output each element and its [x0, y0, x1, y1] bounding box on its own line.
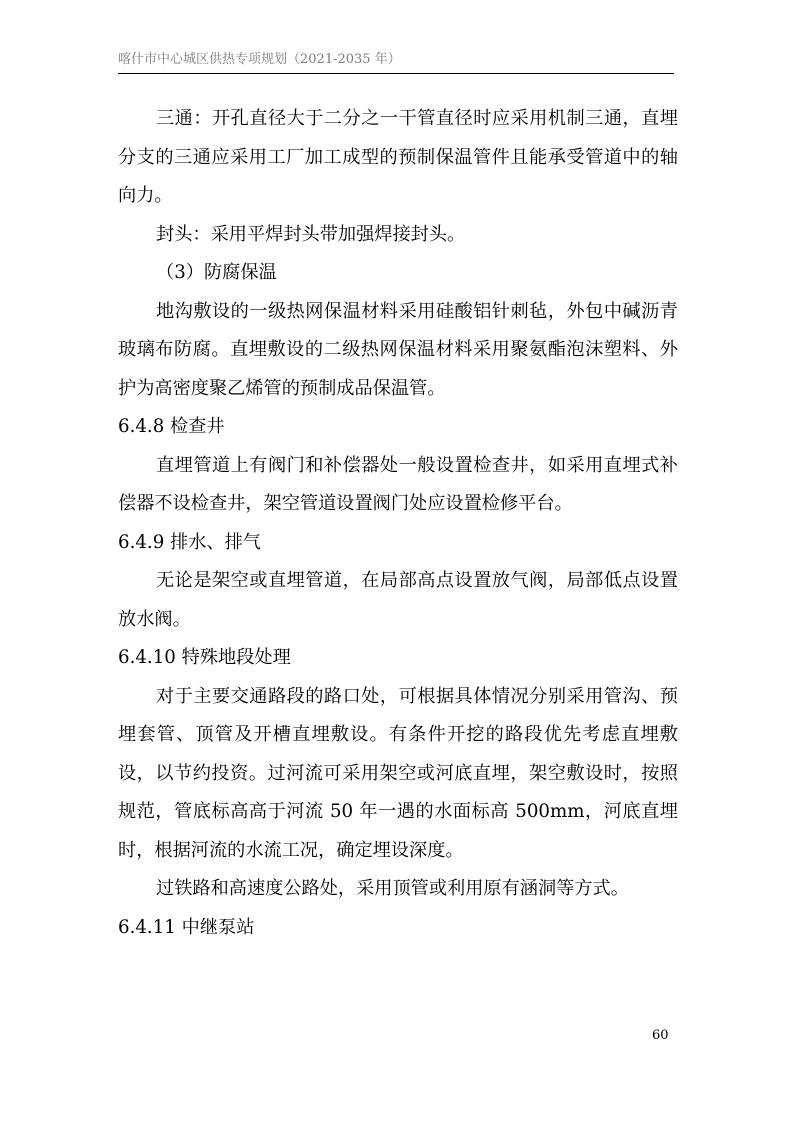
paragraph-railway-highway: 过铁路和高速度公路处，采用顶管或利用原有涵洞等方式。 [156, 878, 629, 899]
paragraph-drain-vent: 无论是架空或直埋管道，在局部高点设置放气阀，局部低点设置放水阀。 [118, 570, 678, 630]
section-heading-648: 6.4.8 检查井 [118, 416, 225, 437]
document-body [118, 100, 678, 947]
subheading-anticorrosion: （3）防腐保温 [156, 262, 277, 283]
page-header-title: 喀什市中心城区供热专项规划（2021-2035 年） [118, 52, 401, 67]
paragraph-end-cap: 封头：采用平焊封头带加强焊接封头。 [156, 223, 466, 245]
page-number: 60 [652, 1028, 669, 1043]
header-divider [118, 73, 674, 74]
paragraph-inspection-well: 直埋管道上有阀门和补偿器处一般设置检查井，如采用直埋式补偿器不设检查井，架空管道设置阀门处应设置检修平台。 [118, 454, 678, 514]
section-heading-649: 6.4.9 排水、排气 [118, 531, 261, 553]
paragraph-special-sections: 对于主要交通路段的路口处，可根据具体情况分别采用管沟、预埋套管、顶管及开槽直埋敷设。有条件开挖的路段优先考虑直埋敷设，以节约投资。过河流可采用架空或河底直埋，架空敷设时，按照规范，管底标高高于河流 50 年一遇的水面标高 500mm，河底直埋时，根据河流的水流工况，确定埋设深度。 [118, 685, 678, 861]
section-heading-6411: 6.4.11 中继泵站 [118, 916, 255, 938]
paragraph-insulation: 地沟敷设的一级热网保温材料采用硅酸铝针刺毡，外包中碱沥青玻璃布防腐。直埋敷设的二级热网保温材料采用聚氨酯泡沫塑料、外护为高密度聚乙烯管的预制成品保温管。 [118, 300, 678, 399]
paragraph-tee-fitting: 三通：开孔直径大于二分之一干管直径时应采用机制三通，直埋分支的三通应采用工厂加工成型的预制保温管件且能承受管道中的轴向力。 [118, 108, 678, 206]
section-heading-6410: 6.4.10 特殊地段处理 [118, 647, 291, 668]
